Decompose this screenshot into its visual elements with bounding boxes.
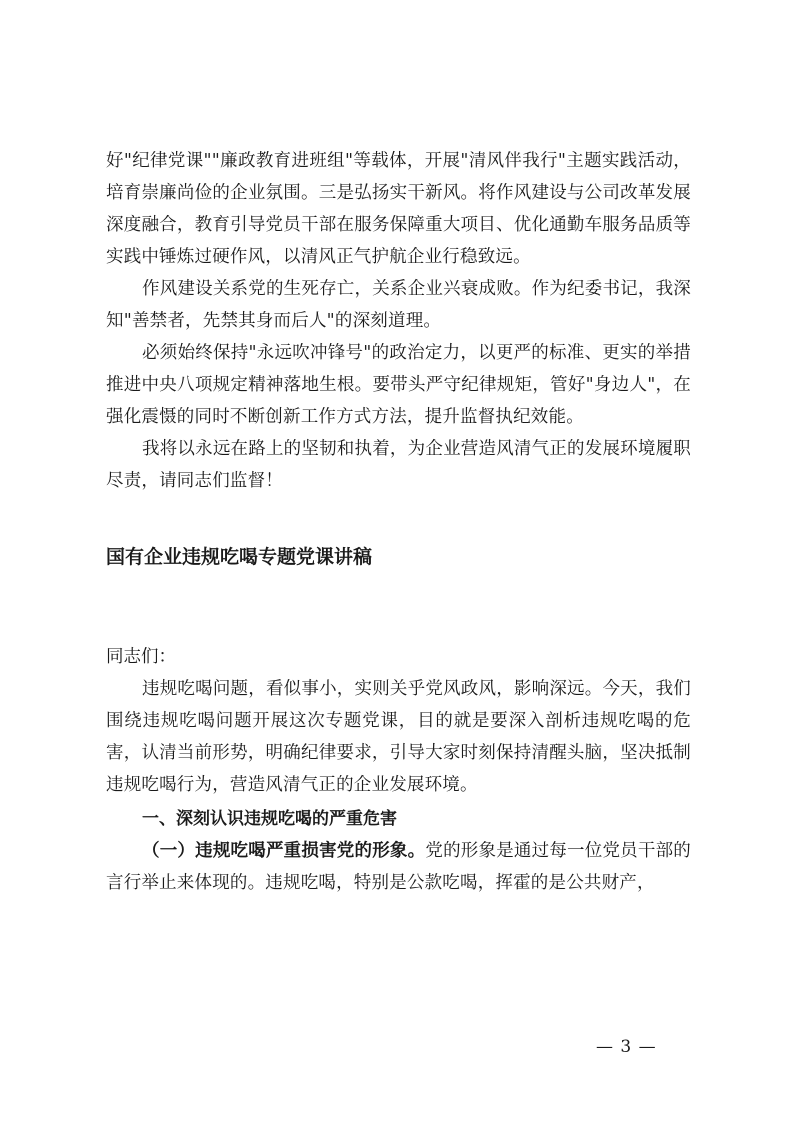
subheading-text: 党的形象是通过每一位党员干部的言行举止来体现的。违规吃喝，特别是公款吃喝，挥霍的是公共财产， [106, 841, 691, 893]
section-title: 国有企业违规吃喝专题党课讲稿 [106, 546, 373, 568]
heading-level-1: 一、深刻认识违规吃喝的严重危害 [142, 809, 397, 829]
subheading: （一）违规吃喝严重损害党的形象。 [142, 841, 426, 861]
body-paragraph: 我将以永远在路上的坚韧和执着，为企业营造风清气正的发展环境履职尽责，请同志们监督！ [106, 439, 691, 491]
body-paragraph: 好"纪律党课""廉政教育进班组"等载体，开展"清风伴我行"主题实践活动，培育崇廉尚俭的企业氛围。三是弘扬实干新风。将作风建设与公司改革发展深度融合，教育引导党员干部在服务保障重大项目、优化通勤车服务品质等实践中锤炼过硬作风，以清风正气护航企业行稳致远。 [106, 151, 691, 267]
body-paragraph: 作风建设关系党的生死存亡，关系企业兴衰成败。作为纪委书记，我深知"善禁者，先禁其身而后人"的深刻道理。 [106, 279, 691, 331]
intro-paragraph: 违规吃喝问题，看似事小，实则关乎党风政风，影响深远。今天，我们围绕违规吃喝问题开展这次专题党课，目的就是要深入剖析违规吃喝的危害，认清当前形势，明确纪律要求，引导大家时刻保持清醒头脑，坚决抵制违规吃喝行为，营造风清气正的企业发展环境。 [106, 679, 691, 795]
body-paragraph: 必须始终保持"永远吹冲锋号"的政治定力，以更严的标准、更实的举措推进中央八项规定精神落地生根。要带头严守纪律规矩，管好"身边人"，在强化震慑的同时不断创新工作方式方法，提升监督执纪效能。 [106, 343, 691, 427]
subsection-paragraph [106, 835, 691, 899]
salutation: 同志们： [106, 647, 176, 667]
document-body [106, 145, 691, 899]
page-number: — 3 — [596, 1037, 657, 1057]
